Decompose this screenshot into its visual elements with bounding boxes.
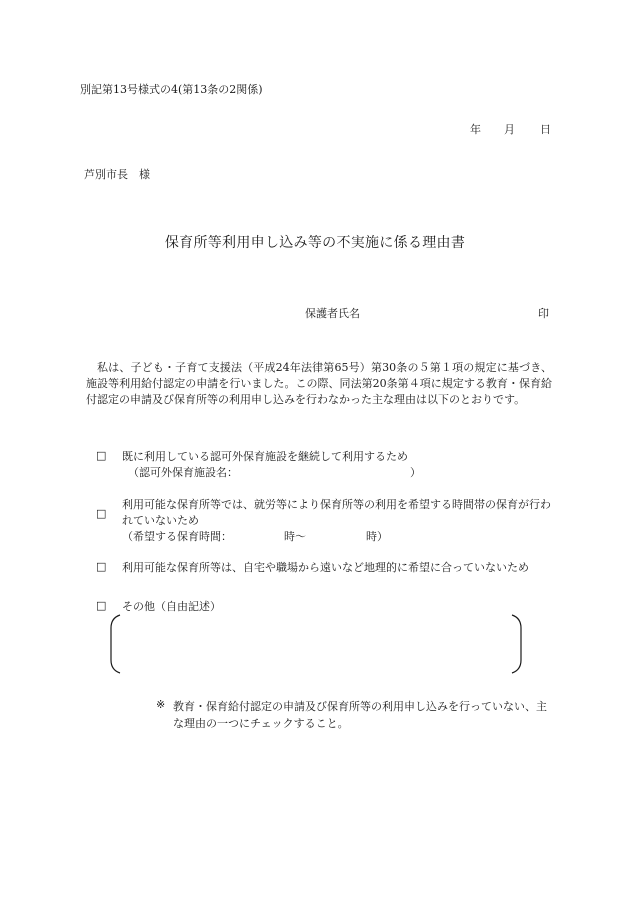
free-text-area[interactable]	[110, 614, 522, 674]
form-reference: 別記第13号様式の4(第13条の2関係)	[80, 83, 263, 96]
bracket-frame	[110, 614, 522, 674]
option-4-text: その他（自由記述）	[122, 600, 221, 613]
date-day-label: 日	[540, 123, 551, 136]
note-mark: ※	[156, 698, 166, 711]
option-1-facility-close: ）	[410, 466, 421, 479]
option-1-facility-label: （認可外保育施設名：	[128, 466, 238, 479]
option-2-text: 利用可能な保育所等では、就労等により保育所等の利用を希望する時間帯の保育が行われていないため	[122, 498, 551, 527]
guardian-name-label: 保護者氏名	[305, 307, 360, 320]
addressee: 芦別市長 様	[84, 168, 150, 181]
option-1-text: 既に利用している認可外保育施設を継続して利用するため	[122, 450, 408, 463]
seal-mark: 印	[538, 307, 549, 320]
option-2-hours-close: 時）	[366, 530, 388, 543]
option-2-hours-label: （希望する保育時間：	[122, 530, 232, 543]
option-2-hours-mid: 時～	[284, 530, 306, 543]
option-3-text: 利用可能な保育所等は、自宅や職場から遠いなど地理的に希望に合っていないため	[122, 561, 529, 574]
option-3-checkbox[interactable]: □	[96, 560, 107, 573]
option-1-checkbox[interactable]: □	[96, 449, 107, 462]
date-month-label: 月	[504, 123, 515, 136]
option-4-checkbox[interactable]: □	[96, 599, 107, 612]
date-year-label: 年	[470, 123, 481, 136]
statement-paragraph: 私は、子ども・子育て支援法（平成24年法律第65号）第30条の５第１項の規定に基づき、施設等利用給付認定の申請を行いました。この際、同法第20条第４項に規定する教育・保育給付認定の申請及び保育所等の利用申し込みを行わなかった主な理由は以下のとおりです。	[86, 361, 552, 406]
note-text: 教育・保育給付認定の申請及び保育所等の利用申し込みを行っていない、主な理由の一つにチェックすること。	[173, 700, 547, 730]
document-title: 保育所等利用申し込み等の不実施に係る理由書	[164, 235, 466, 251]
option-2-checkbox[interactable]: □	[96, 507, 107, 520]
